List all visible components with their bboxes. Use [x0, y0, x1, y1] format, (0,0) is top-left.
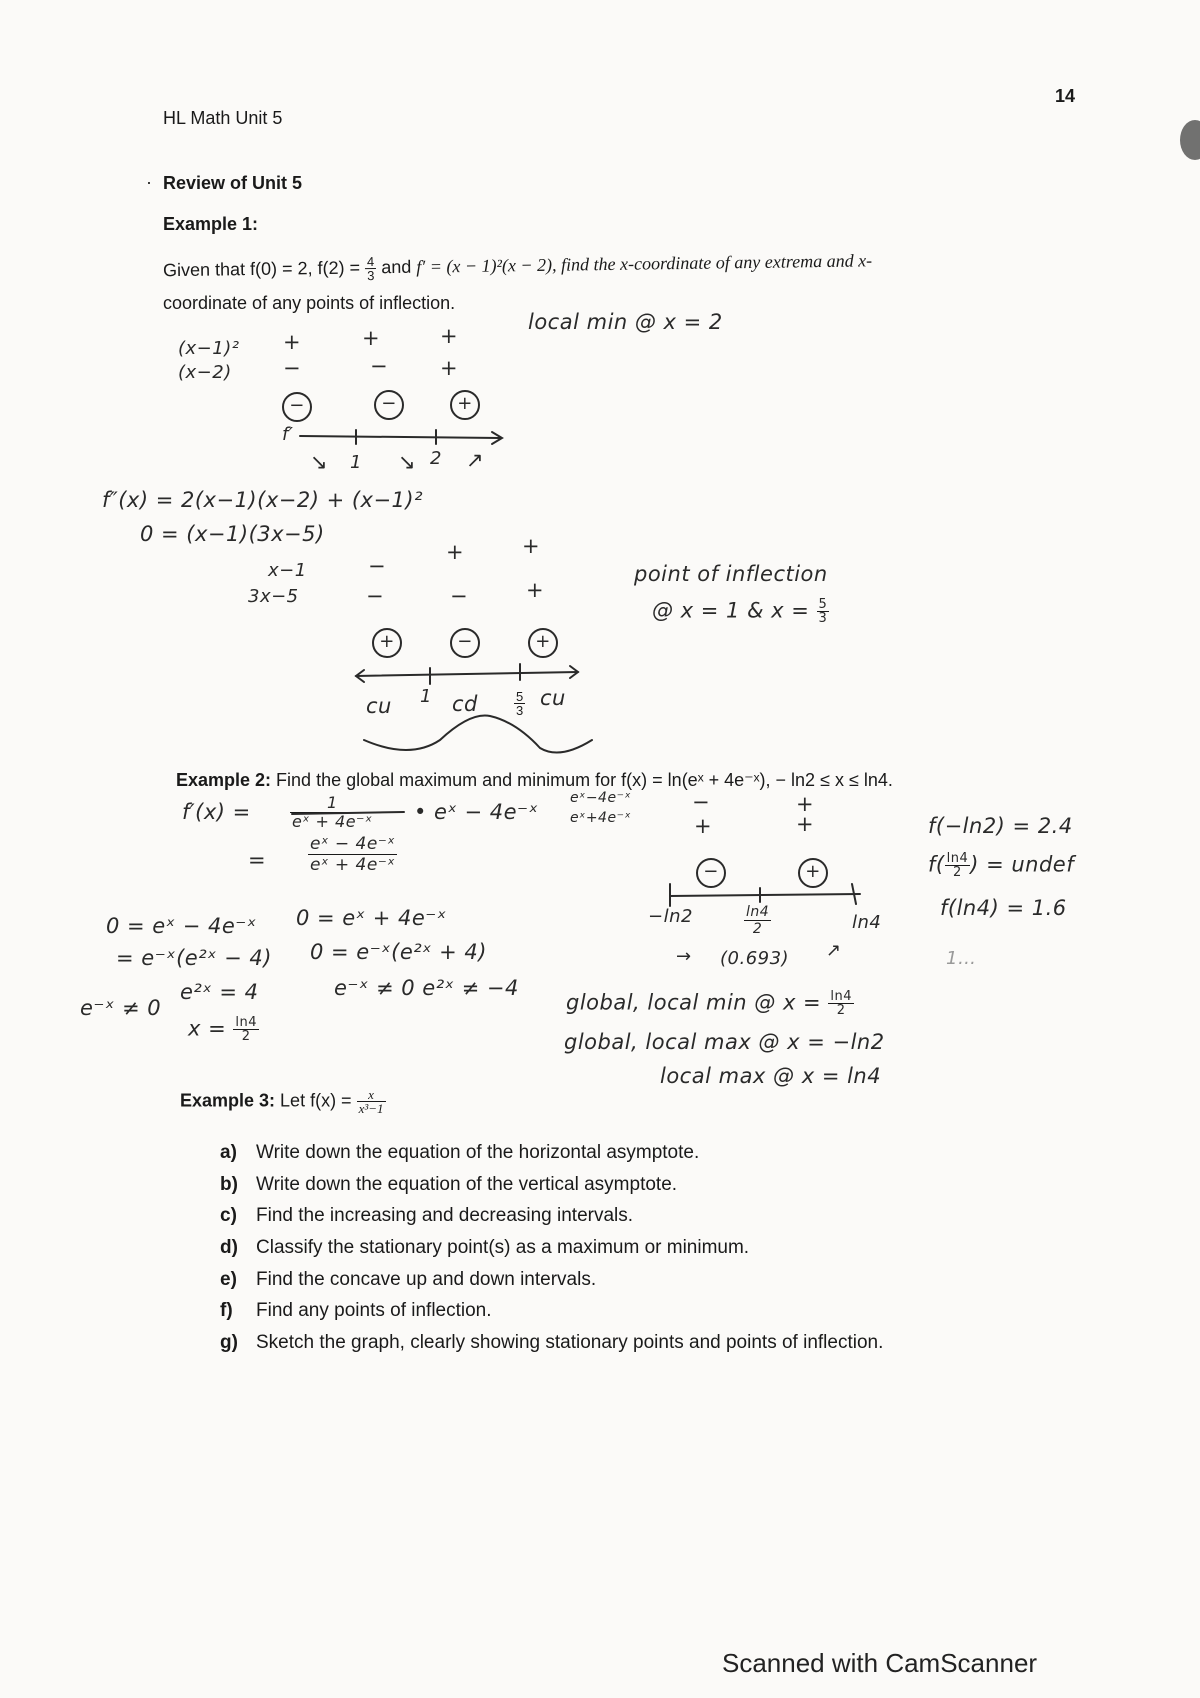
ex2-solve-left-2: = e⁻ˣ(e²ˣ − 4) — [116, 946, 272, 970]
tick-label-1: 1 — [350, 452, 362, 473]
example3-lead: Let f(x) = — [275, 1090, 357, 1111]
fraction-numerator: x — [357, 1088, 386, 1102]
sign-r2-c3: + — [440, 356, 459, 380]
factor-linear: (x−2) — [178, 362, 232, 383]
f2-circled-2: − — [450, 628, 480, 658]
ex2-conclusion-3: local max @ x = ln4 — [660, 1064, 882, 1088]
factor-square: (x−1)² — [178, 338, 240, 359]
ex2-approx: (0.693) — [720, 948, 790, 969]
ex2-solve-mid-1: 0 = eˣ + 4e⁻ˣ — [296, 906, 447, 930]
ex2-axis-left: −ln2 — [648, 906, 693, 927]
fraction-numerator: 4 — [366, 254, 375, 270]
f2-circled-1: + — [372, 628, 402, 658]
ex2-solve-mid-2: 0 = e⁻ˣ(e²ˣ + 4) — [310, 940, 487, 964]
sign-r1-c3: + — [440, 324, 459, 348]
question-text: Classify the stationary point(s) as a maximum or minimum. — [256, 1237, 750, 1258]
local-min-note: local min @ x = 2 — [528, 310, 723, 334]
section-title: Review of Unit 5 — [163, 173, 303, 193]
circled-sign-3: + — [450, 390, 480, 420]
ex2-sign-denominator: eˣ+4e⁻ˣ — [570, 810, 632, 826]
ex2-conclusion-2: global, local max @ x = −ln2 — [564, 1030, 885, 1054]
fraction-denominator: 3 — [516, 703, 524, 718]
ex2-trail: 1… — [946, 948, 977, 969]
f2-sign-r2-c2: − — [450, 584, 469, 608]
decreasing-arrow-1: ↘ — [310, 450, 329, 474]
ex2-circled-2: + — [798, 858, 828, 888]
fraction-numerator: ln4 — [946, 851, 969, 866]
eval-open: f( — [928, 852, 945, 877]
question-letter: a) — [220, 1142, 237, 1163]
ex2-sign-r1-c2: + — [796, 792, 815, 816]
question-letter: f) — [220, 1300, 233, 1321]
f2-factor-1: x−1 — [268, 560, 307, 581]
ex2-sign-r2-c2: + — [796, 812, 815, 836]
question-text: Write down the equation of the vertical asymptote. — [256, 1174, 678, 1195]
fraction-denominator: eˣ + 4e⁻ˣ — [310, 855, 396, 875]
circled-sign-2: − — [374, 390, 404, 420]
fraction-denominator: 3 — [818, 611, 828, 626]
question-text: Find any points of inflection. — [256, 1300, 492, 1321]
ex2-circled-1: − — [696, 858, 726, 888]
poi-line1: point of inflection — [634, 562, 828, 586]
sign-r1-c1: + — [283, 330, 302, 354]
conclusion-text: global, local min @ x = — [566, 990, 829, 1015]
ex2-sign-r2-c1: + — [694, 814, 713, 838]
question-letter: g) — [220, 1332, 238, 1353]
example1-prompt-line2: coordinate of any points of inflection. — [163, 293, 456, 313]
prompt-text: and — [376, 256, 417, 278]
fraction-denominator: x³−1 — [358, 1101, 384, 1116]
concavity-curve — [364, 716, 592, 753]
fraction-numerator: 1 — [290, 794, 375, 813]
decreasing-arrow-2: ↘ — [398, 450, 417, 474]
f2-sign-r1-c2: + — [446, 540, 465, 564]
fraction-denominator: 2 — [953, 865, 962, 880]
f2-tick-1: 1 — [420, 686, 432, 707]
fprime-number-line — [300, 436, 500, 438]
fraction-numerator: eˣ − 4e⁻ˣ — [310, 834, 396, 854]
tick-label-2: 2 — [430, 448, 442, 469]
eval-close: ) = undef — [970, 852, 1075, 877]
increasing-arrow: ↗ — [466, 448, 485, 472]
bullet-dot: · — [146, 172, 152, 192]
question-text: Sketch the graph, clearly showing stationary points and points of inflection. — [256, 1332, 884, 1353]
second-derivative-zero: 0 = (x−1)(3x−5) — [140, 522, 325, 546]
ex2-fraction-bar-1 — [292, 812, 404, 814]
prompt-text: Given that f(0) = 2, f(2) = — [162, 257, 366, 281]
ex2-axis-right: ln4 — [852, 912, 882, 933]
second-derivative: f″(x) = 2(x−1)(x−2) + (x−1)² — [102, 488, 424, 512]
fraction-denominator: 2 — [752, 921, 763, 937]
question-letter: e) — [220, 1269, 237, 1290]
f2-factor-2: 3x−5 — [248, 586, 299, 607]
question-text: Find the concave up and down intervals. — [256, 1269, 597, 1290]
fraction-numerator: 5 — [516, 689, 524, 704]
question-letter: c) — [220, 1205, 237, 1226]
example2-text: Find the global maximum and minimum for f(x) = ln(eˣ + 4e⁻ˣ), − ln2 ≤ x ≤ ln4. — [271, 770, 893, 790]
question-letter: d) — [220, 1237, 238, 1258]
example2-title: Example 2: — [176, 770, 272, 790]
fraction-numerator: ln4 — [830, 989, 852, 1004]
concavity-up-2: cu — [540, 686, 566, 710]
ex2-fprime-times: • eˣ − 4e⁻ˣ — [414, 800, 539, 824]
example1-title: Example 1: — [163, 214, 259, 234]
ex2-up-arrow: ↗ — [826, 940, 842, 961]
ex2-arrow: → — [676, 946, 692, 967]
question-text: Write down the equation of the horizontal asymptote. — [256, 1142, 700, 1163]
fraction-denominator: 2 — [241, 1029, 251, 1044]
question-letter: b) — [220, 1174, 238, 1195]
ex2-eval-1: f(−ln2) = 2.4 — [928, 814, 1073, 838]
circled-sign-1: − — [282, 392, 312, 422]
ex2-sign-r1-c1: − — [692, 790, 711, 814]
camscanner-watermark: Scanned with CamScanner — [722, 1648, 1038, 1678]
ex2-solve-mid-3: e⁻ˣ ≠ 0 e²ˣ ≠ −4 — [334, 976, 519, 1000]
fraction-denominator: 3 — [367, 268, 375, 284]
f2-circled-3: + — [528, 628, 558, 658]
question-text: Find the increasing and decreasing intervals. — [256, 1205, 634, 1226]
poi-text: @ x = 1 & x = — [652, 598, 817, 623]
f2-sign-r1-c1: − — [368, 554, 387, 578]
f2-sign-r2-c3: + — [526, 578, 545, 602]
fraction-denominator: 2 — [836, 1003, 846, 1018]
ex2-eval-3: f(ln4) = 1.6 — [940, 896, 1067, 920]
ex2-sign-numerator: eˣ−4e⁻ˣ — [570, 790, 632, 806]
fraction-numerator: ln4 — [746, 904, 770, 920]
prompt-equation: f′ = (x − 1)²(x − 2), find the x-coordinate of any extrema and x- — [416, 250, 873, 277]
ex2-solve-left-3: e²ˣ = 4 — [180, 980, 259, 1004]
sign-r2-c1: − — [283, 356, 302, 380]
course-header: HL Math Unit 5 — [163, 108, 283, 128]
f2-number-line — [356, 672, 578, 676]
fprime-label: f′ — [282, 424, 294, 445]
f2-sign-r1-c3: + — [522, 534, 541, 558]
f2-sign-r2-c1: − — [366, 584, 385, 608]
fraction-denominator: eˣ + 4e⁻ˣ — [292, 812, 373, 831]
sign-r2-c2: − — [370, 354, 389, 378]
fraction-numerator: 5 — [818, 597, 828, 612]
ex2-enot0: e⁻ˣ ≠ 0 — [80, 996, 162, 1020]
ex2-equals: = — [248, 848, 267, 872]
ex2-solve-left-1: 0 = eˣ − 4e⁻ˣ — [106, 914, 257, 938]
concavity-down: cd — [452, 692, 478, 716]
ex2-fprime-label: f′(x) = — [182, 800, 251, 824]
concavity-up-1: cu — [366, 694, 392, 718]
page-number: 14 — [1055, 86, 1076, 106]
sign-r1-c2: + — [362, 326, 381, 350]
example3-title: Example 3: — [180, 1090, 276, 1111]
fraction-numerator: ln4 — [235, 1015, 257, 1030]
ex2-number-line — [670, 894, 860, 896]
x-equals: x = — [188, 1016, 234, 1041]
